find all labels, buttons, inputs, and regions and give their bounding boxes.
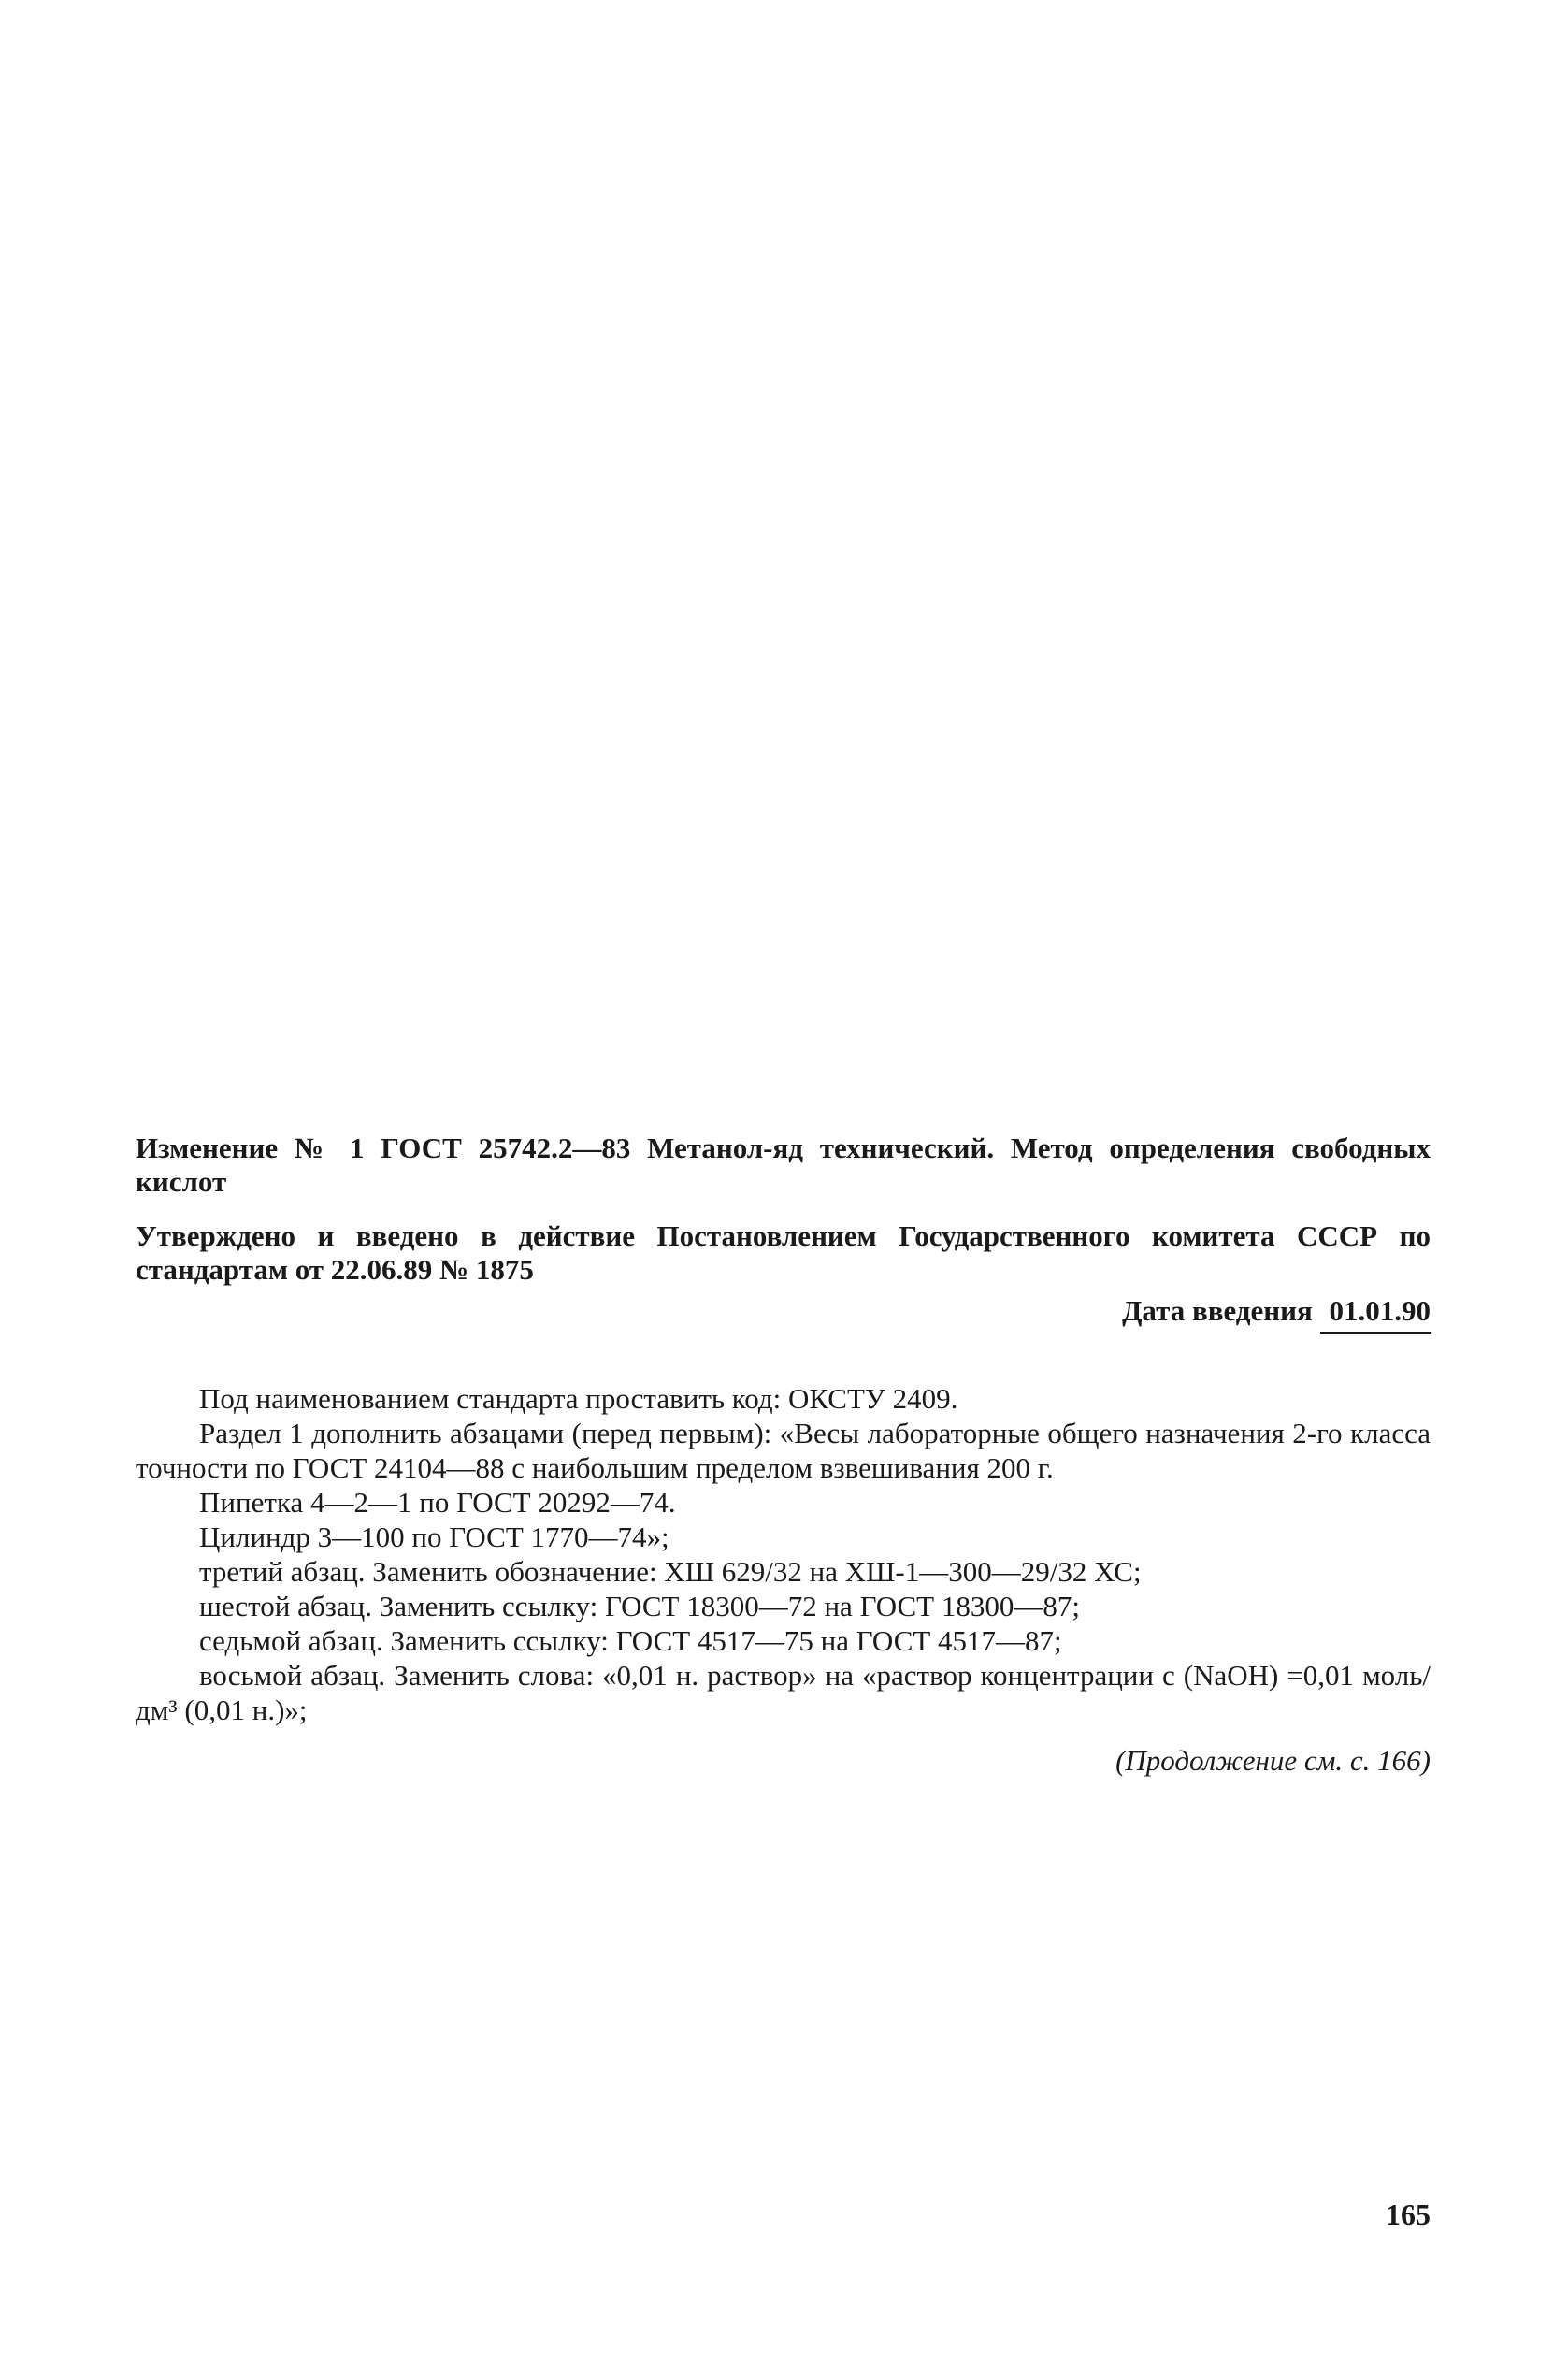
document-title: Изменение № 1 ГОСТ 25742.2—83 Метанол-яд технический. Метод определения свободных кислот [136,1132,1431,1198]
approval-statement: Утверждено и введено в действие Постановлением Государственного комитета СССР по стандартам от 22.06.89 № 1875 [136,1219,1431,1286]
continuation-note: (Продолжение см. с. 166) [1115,1744,1431,1777]
effective-date-label: Дата введения [1122,1294,1313,1327]
paragraph: шестой абзац. Заменить ссылку: ГОСТ 18300—72 на ГОСТ 18300—87; [199,1590,1080,1622]
paragraph: третий абзац. Заменить обозначение: ХШ 629/32 на ХШ-1—300—29/32 ХС; [199,1555,1142,1588]
paragraph: Под наименованием стандарта проставить код: ОКСТУ 2409. [199,1382,958,1415]
document-body [136,1132,1431,1778]
paragraph: восьмой абзац. Заменить слова: «0,01 н. раствор» на «раствор концентрации c (NaOH) =0,01 моль/дм³ (0,01 н.)»; [136,1659,1431,1726]
amendment-text [136,1381,1431,1727]
effective-date-value: 01.01.90 [1320,1294,1431,1334]
paragraph: Цилиндр 3—100 по ГОСТ 1770—74»; [199,1521,669,1553]
effective-date-line [136,1294,1431,1334]
paragraph: Раздел 1 дополнить абзацами (перед первым): «Весы лабораторные общего назначения 2-го класса точности по ГОСТ 24104—88 с наибольшим пределом взвешивания 200 г. [136,1417,1431,1484]
paragraph: Пипетка 4—2—1 по ГОСТ 20292—74. [199,1486,676,1519]
page-number: 165 [1386,2198,1431,2231]
paragraph: седьмой абзац. Заменить ссылку: ГОСТ 4517—75 на ГОСТ 4517—87; [199,1624,1062,1657]
